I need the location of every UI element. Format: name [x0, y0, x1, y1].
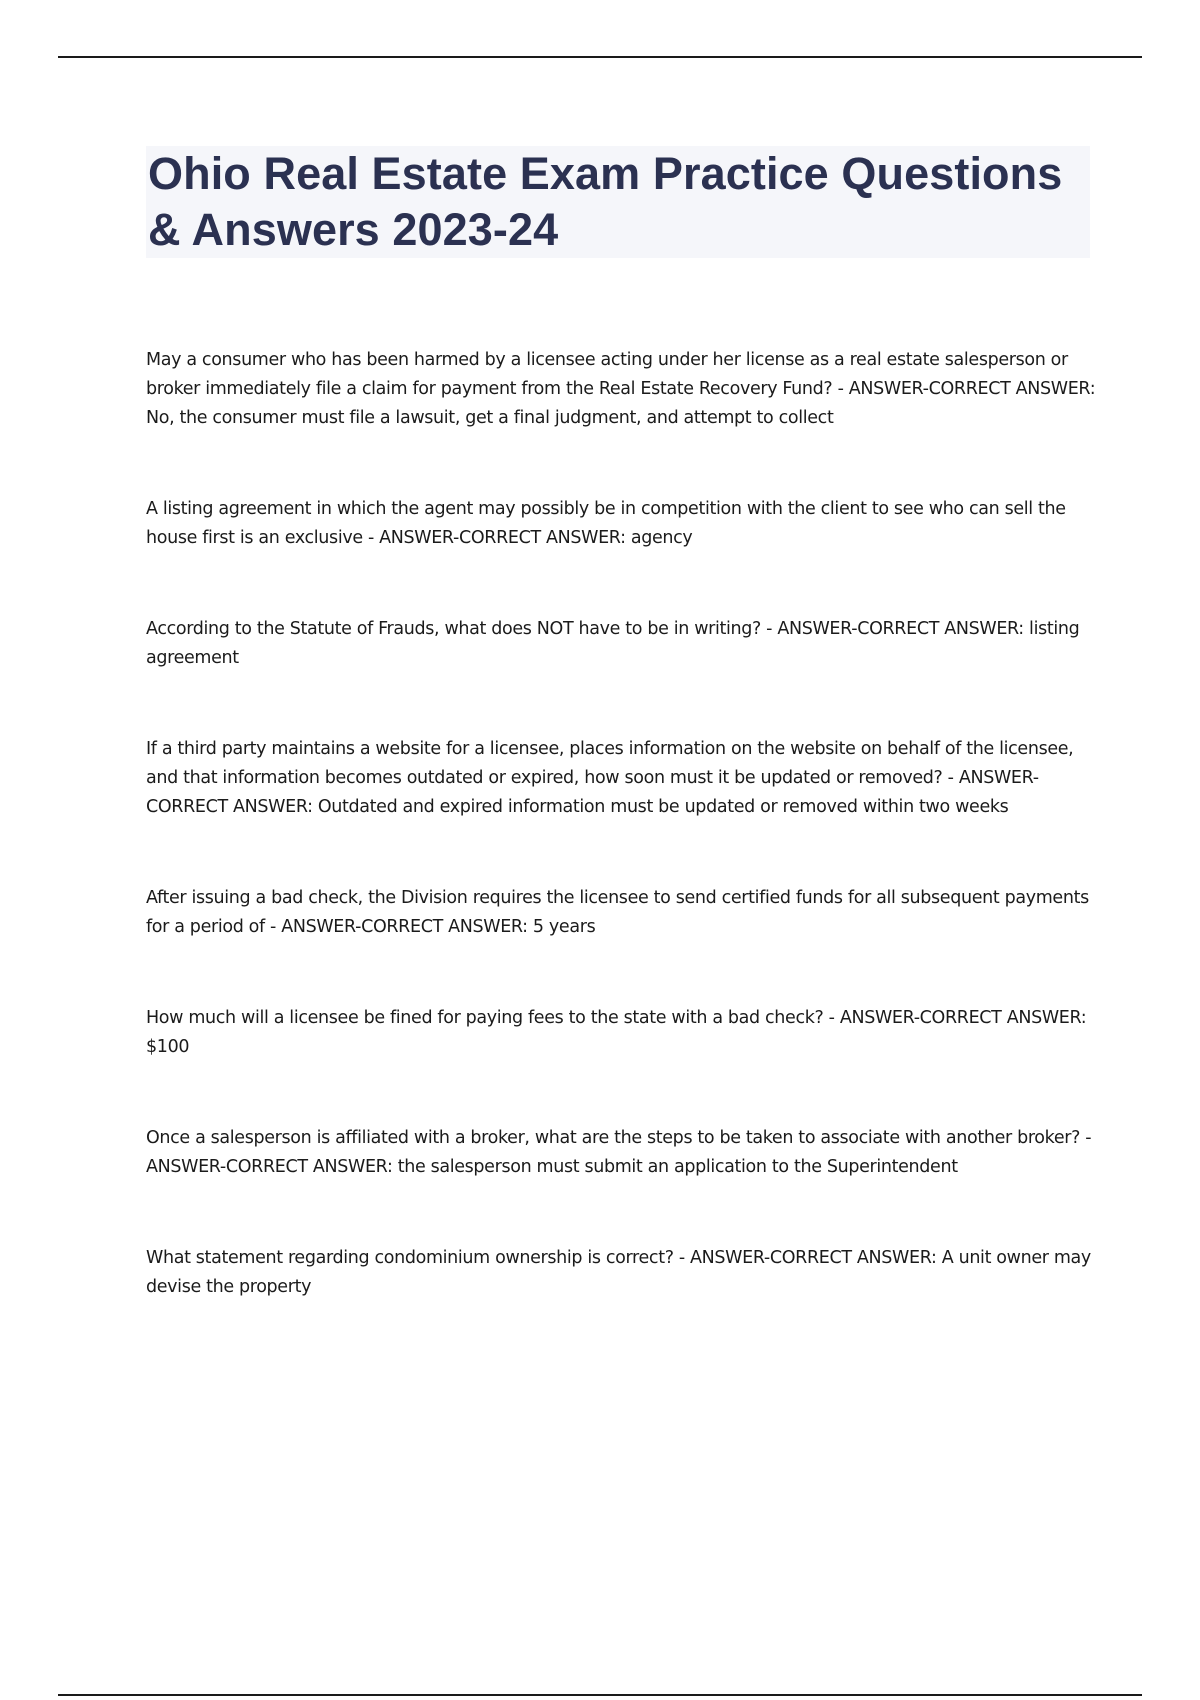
- qa-list: [146, 346, 1096, 1302]
- bottom-rule: [58, 1694, 1142, 1696]
- title-block: [146, 146, 1090, 258]
- qa-item-4: If a third party maintains a website for a licensee, places information on the website on behalf of the licensee, and that information becomes outdated or expired, how soon must it be updated or removed? - ANSWER-CORRECT ANSWER: Outdated and expired information must be updated or removed within two weeks: [146, 739, 1074, 817]
- qa-item-5: After issuing a bad check, the Division requires the licensee to send certified funds for all subsequent payments for a period of - ANSWER-CORRECT ANSWER: 5 years: [146, 888, 1089, 937]
- qa-item-3: According to the Statute of Frauds, what does NOT have to be in writing? - ANSWER-CORRECT ANSWER: listing agreement: [146, 619, 1080, 668]
- top-rule: [58, 56, 1142, 58]
- qa-item-6: How much will a licensee be fined for paying fees to the state with a bad check? - ANSWER-CORRECT ANSWER: $100: [146, 1008, 1087, 1057]
- qa-item-7: Once a salesperson is affiliated with a broker, what are the steps to be taken to associate with another broker? - ANSWER-CORRECT ANSWER: the salesperson must submit an application to the Superintendent: [146, 1128, 1092, 1177]
- qa-item-2: A listing agreement in which the agent may possibly be in competition with the client to see who can sell the house first is an exclusive - ANSWER-CORRECT ANSWER: agency: [146, 499, 1066, 548]
- qa-item-1: May a consumer who has been harmed by a licensee acting under her license as a real estate salesperson or broker immediately file a claim for payment from the Real Estate Recovery Fund? - ANSWER-CORRECT ANSWER: No, the consumer must file a lawsuit, get a final judgment, and attempt to collect: [146, 350, 1096, 428]
- document-title: Ohio Real Estate Exam Practice Questions & Answers 2023-24: [148, 148, 1063, 255]
- qa-item-8: What statement regarding condominium ownership is correct? - ANSWER-CORRECT ANSWER: A unit owner may devise the property: [146, 1248, 1091, 1297]
